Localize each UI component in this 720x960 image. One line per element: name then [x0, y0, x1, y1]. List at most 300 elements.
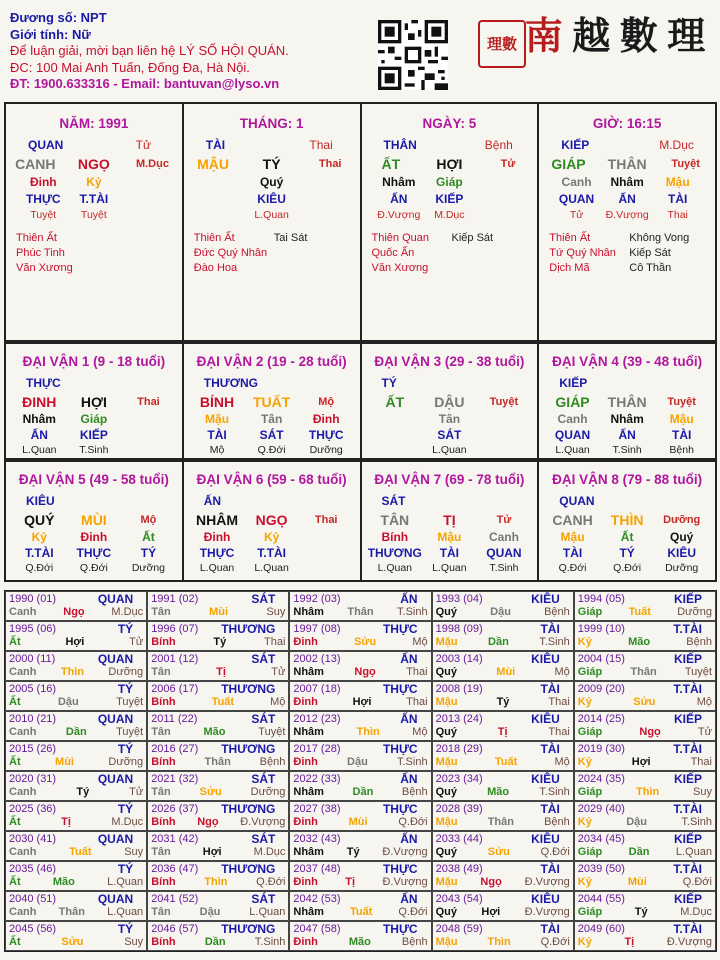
dai-van-2	[184, 344, 362, 458]
year-cell-bottom	[578, 696, 712, 709]
year-cell	[289, 831, 431, 861]
year-chi: Ngọ	[354, 666, 376, 678]
year-cell	[5, 831, 147, 861]
year-label: 1990 (01)	[9, 593, 57, 605]
year-chi: Thân	[630, 666, 657, 678]
dai-van-hidden-h: Ất	[620, 530, 634, 544]
year-star: TÝ	[117, 862, 134, 876]
pillar-hidden-u: Đ.Vượng	[605, 209, 649, 221]
year-cell	[147, 711, 289, 741]
dai-van-can-chi	[362, 512, 538, 528]
year-chi: Ngọ	[197, 816, 219, 828]
year-label: 1995 (06)	[9, 623, 57, 635]
year-label: 1993 (04)	[435, 593, 483, 605]
year-cell-bottom	[578, 786, 712, 799]
year-label: 2000 (11)	[9, 653, 56, 665]
year-cell-bottom	[578, 756, 712, 769]
year-chi: Sửu	[633, 696, 656, 708]
year-state: Tử	[271, 666, 286, 678]
year-cell-top	[436, 863, 570, 876]
dai-van-chi: NGỌ	[255, 512, 288, 528]
pillar-star: QUAN	[28, 138, 64, 152]
dai-van-can: NHÂM	[196, 512, 239, 528]
year-cell-top	[436, 713, 570, 726]
year-chi: Dậu	[199, 906, 221, 918]
year-cell	[574, 801, 716, 831]
dai-van-1	[6, 344, 184, 458]
year-cell-bottom	[151, 666, 285, 679]
dai-van-hidden-t: QUAN	[486, 546, 522, 560]
year-state: Bệnh	[259, 756, 286, 768]
year-cell-top	[9, 773, 143, 786]
year-star: ẤN	[400, 892, 418, 906]
year-star: KIÊU	[531, 772, 560, 786]
year-can: Ất	[9, 876, 21, 888]
dai-van-row-1	[4, 342, 717, 460]
year-state: L.Quan	[107, 876, 144, 888]
year-cell-bottom	[293, 726, 427, 739]
year-chi: Tị	[624, 936, 635, 948]
year-star: SÁT	[251, 772, 276, 786]
year-chi: Thân	[204, 756, 231, 768]
dai-van-hidden-t: ẤN	[30, 428, 48, 442]
year-cell-bottom	[293, 846, 427, 859]
dai-van-hidden-u: Dưỡng	[309, 444, 343, 456]
dai-van-can: BÍNH	[199, 394, 235, 410]
pillar-hidden-u: M.Dục	[434, 209, 465, 221]
year-cell-top	[578, 623, 712, 636]
year-chi: Dần	[352, 786, 374, 798]
year-can: Canh	[9, 786, 37, 798]
year-star: KIẾP	[673, 592, 702, 606]
pillar-hidden-t: ẤN	[618, 192, 636, 206]
year-cell-bottom	[578, 666, 712, 679]
year-star: THỰC	[382, 682, 418, 696]
year-chi: Thân	[487, 816, 514, 828]
year-chi: Mùi	[496, 666, 516, 678]
year-chi: Mùi	[209, 606, 229, 618]
year-can: Kỷ	[577, 936, 592, 948]
year-state: Thai	[263, 636, 286, 648]
year-label: 1996 (07)	[151, 623, 199, 635]
year-cell-bottom	[151, 726, 285, 739]
year-can: Tân	[151, 726, 171, 738]
year-chi: Thân	[347, 606, 374, 618]
year-chi: Dần	[65, 726, 87, 738]
dai-van-chi-state: Tử	[496, 514, 512, 526]
year-can: Quý	[435, 726, 457, 738]
year-cell-top	[151, 773, 285, 786]
year-cell	[574, 621, 716, 651]
year-chi: Tuất	[349, 906, 373, 918]
dai-van-hidden-t: SÁT	[259, 428, 284, 442]
pillar-hidden-t: TÀI	[668, 192, 688, 206]
year-cell-top	[578, 593, 712, 606]
year-cell	[432, 651, 574, 681]
year-cell-top	[436, 743, 570, 756]
sao-line	[16, 261, 182, 276]
year-state: Q.Đới	[398, 906, 428, 918]
year-cell-top	[9, 743, 143, 756]
year-cell-top	[9, 923, 143, 936]
pillar-chi-state: Thai	[318, 158, 342, 170]
dai-van-star: THỰC	[26, 376, 61, 390]
sao-left: Văn Xương	[16, 262, 73, 274]
year-state: Mộ	[270, 696, 286, 708]
year-state: Mộ	[554, 666, 570, 678]
year-chi: Mùi	[627, 876, 647, 888]
dai-van-title: ĐẠI VẬN 7 (69 - 78 tuổi)	[374, 472, 525, 487]
year-star: T.TÀI	[673, 802, 702, 816]
year-label: 2020 (31)	[9, 773, 57, 785]
year-cell-top	[9, 833, 143, 846]
dai-van-hidden-row	[184, 562, 360, 574]
pillar-1	[6, 104, 184, 340]
dai-van-title: ĐẠI VẬN 8 (79 - 88 tuổi)	[552, 472, 703, 487]
dai-van-title: ĐẠI VẬN 6 (59 - 68 tuổi)	[196, 472, 347, 487]
year-star: THỰC	[382, 922, 418, 936]
year-can: Tân	[151, 666, 171, 678]
year-star: TÀI	[540, 802, 560, 816]
year-cell-top	[436, 893, 570, 906]
year-label: 2004 (15)	[577, 653, 625, 665]
year-star: THƯƠNG	[221, 802, 276, 816]
year-label: 2002 (13)	[293, 653, 341, 665]
year-cell	[147, 681, 289, 711]
dai-van-7	[362, 462, 540, 580]
dai-van-hidden-u: L.Quan	[199, 562, 235, 574]
dai-van-hidden-u: L.Quan	[555, 444, 590, 456]
dai-van-hidden-t: TÝ	[619, 546, 635, 560]
dai-van-hidden-row	[6, 546, 182, 560]
dai-van-hidden-row	[184, 412, 360, 426]
pillar-2	[184, 104, 362, 340]
dai-van-hidden-row	[362, 546, 538, 560]
year-chi: Thìn	[204, 876, 228, 888]
pillar-hidden-t: ẤN	[390, 192, 408, 206]
dai-van-hidden-h: Mậu	[669, 412, 694, 426]
year-state: Tử	[697, 726, 712, 738]
dai-van-chi: HỢI	[80, 394, 107, 410]
year-state: L.Quan	[107, 906, 144, 918]
year-cell-top	[9, 653, 143, 666]
year-cell-bottom	[9, 756, 143, 769]
year-cell-bottom	[436, 666, 570, 679]
year-star: TÀI	[540, 742, 560, 756]
dai-van-hidden-h: Nhâm	[22, 412, 56, 426]
dai-van-hidden-h: Tân	[260, 412, 283, 426]
pillar-hidden-t: THỰC	[25, 192, 61, 206]
dai-van-hidden-t: SÁT	[437, 428, 462, 442]
year-chi: Ngọ	[63, 606, 85, 618]
year-cell-top	[151, 713, 285, 726]
dai-van-hidden-t: THỰC	[76, 546, 112, 560]
pillar-hidden-t: T.TÀI	[79, 192, 109, 206]
year-state: Q.Đới	[256, 876, 286, 888]
dai-van-hidden-h: Giáp	[80, 412, 108, 426]
year-cell-bottom	[436, 876, 570, 889]
sao-right: Kiếp Sát	[629, 247, 671, 259]
pillar-sao-list	[6, 231, 182, 276]
year-chi: Thìn	[60, 666, 85, 678]
year-cell-top	[9, 893, 143, 906]
pillar-can: CANH	[15, 156, 56, 172]
brand-char-1: 南	[524, 12, 563, 58]
year-can: Mậu	[435, 936, 458, 948]
year-chi: Dần	[204, 936, 226, 948]
pillar-hidden-row	[6, 192, 182, 206]
pillar-chi: TÝ	[262, 156, 281, 172]
year-label: 2001 (12)	[151, 653, 199, 665]
year-star: T.TÀI	[673, 682, 702, 696]
year-state: Mộ	[696, 696, 712, 708]
year-star: THƯƠNG	[221, 862, 276, 876]
year-cell	[289, 801, 431, 831]
year-cell	[574, 921, 716, 951]
year-star: T.TÀI	[673, 862, 702, 876]
dai-van-5	[6, 462, 184, 580]
year-cell-bottom	[9, 936, 143, 949]
dai-van-hidden-h: Canh	[557, 412, 588, 426]
year-star: THỰC	[382, 802, 418, 816]
pillar-hidden-row	[362, 175, 538, 189]
dai-van-star: THƯƠNG	[203, 376, 258, 390]
dai-van-hidden-u: Dưỡng	[665, 562, 699, 574]
pillar-can-chi-row	[184, 156, 360, 172]
year-cell	[147, 741, 289, 771]
year-state: M.Dục	[111, 606, 144, 618]
pillar-hidden-t: KIÊU	[257, 192, 286, 206]
year-cell-top	[151, 923, 285, 936]
year-star: ẤN	[400, 832, 418, 846]
pillar-can: MẬU	[197, 156, 229, 172]
year-state: Thai	[548, 696, 570, 708]
year-chi: Tị	[345, 876, 356, 888]
year-can: Giáp	[577, 786, 603, 798]
sao-line	[194, 246, 360, 261]
year-label: 2030 (41)	[9, 833, 57, 845]
year-can: Đinh	[293, 756, 318, 768]
year-label: 2006 (17)	[151, 683, 199, 695]
dai-van-hidden-h: Kỷ	[263, 530, 280, 544]
dai-van-hidden-u: L.Quan	[432, 444, 467, 456]
dai-van-hidden-h: Bính	[381, 530, 409, 544]
year-cell-bottom	[436, 816, 570, 829]
year-cell-bottom	[578, 846, 712, 859]
dai-van-can: QUÝ	[24, 512, 55, 528]
year-label: 2042 (53)	[293, 893, 341, 905]
sao-left: Thiên Ất	[193, 232, 235, 244]
year-chi: Hợi	[202, 846, 222, 858]
year-chi: Ngọ	[639, 726, 661, 738]
year-cell-bottom	[436, 906, 570, 919]
year-star: THƯƠNG	[221, 742, 276, 756]
year-chi: Tý	[496, 696, 510, 708]
qr-code-icon[interactable]	[378, 20, 448, 90]
year-cell-bottom	[151, 936, 285, 949]
year-star: THƯƠNG	[221, 622, 276, 636]
year-can: Tân	[151, 906, 171, 918]
year-chi: Tuất	[494, 756, 518, 768]
year-state: T.Sinh	[539, 786, 570, 798]
year-state: L.Quan	[675, 846, 712, 858]
year-star: TÀI	[540, 622, 560, 636]
year-label: 2024 (35)	[577, 773, 625, 785]
year-chi: Mùi	[55, 756, 74, 768]
year-chi: Dần	[488, 636, 509, 648]
year-state: Dưỡng	[677, 606, 712, 618]
dai-van-chi: DẬU	[434, 394, 465, 410]
sao-line	[372, 231, 538, 246]
year-label: 2015 (26)	[9, 743, 57, 755]
year-chi: Mùi	[348, 816, 368, 828]
year-can: Bính	[151, 696, 176, 708]
year-star: KIẾP	[673, 892, 702, 906]
year-state: Tuyệt	[684, 666, 712, 678]
year-can: Giáp	[577, 666, 603, 678]
year-cell	[289, 711, 431, 741]
year-can: Ất	[9, 936, 21, 948]
year-label: 2016 (27)	[151, 743, 199, 755]
year-cell	[289, 651, 431, 681]
year-can: Đinh	[293, 876, 318, 888]
pillar-hidden-u: Tuyệt	[30, 209, 57, 221]
year-chi: Tý	[634, 906, 648, 918]
pillar-hidden-h: Đinh	[29, 175, 57, 189]
year-cell	[147, 861, 289, 891]
year-cell	[147, 771, 289, 801]
dai-van-hidden-h: Nhâm	[610, 412, 644, 426]
year-chi: Sửu	[61, 936, 84, 948]
year-cell-top	[151, 653, 285, 666]
dai-van-hidden-row	[539, 444, 715, 456]
year-cell	[5, 591, 147, 621]
year-star: KIÊU	[531, 832, 560, 846]
year-can: Quý	[435, 666, 457, 678]
dai-van-hidden-t: T.TÀI	[257, 546, 286, 560]
year-cell	[432, 621, 574, 651]
pillar-chi: HỢI	[436, 156, 463, 172]
year-cell	[289, 921, 431, 951]
dai-van-hidden-row	[184, 546, 360, 560]
year-star: T.TÀI	[673, 622, 702, 636]
pillar-sao-list	[539, 231, 715, 276]
year-cell	[432, 831, 574, 861]
pillar-hidden-u: Thai	[667, 209, 688, 221]
year-state: Bệnh	[544, 606, 570, 618]
year-cell	[5, 621, 147, 651]
year-cell-bottom	[578, 876, 712, 889]
year-cell-bottom	[151, 606, 285, 619]
year-cell	[574, 861, 716, 891]
year-can: Mậu	[435, 756, 458, 768]
sao-left: Thiên Ất	[549, 232, 591, 244]
year-can: Giáp	[577, 906, 603, 918]
year-star: TÀI	[540, 682, 560, 696]
year-star: QUAN	[97, 832, 134, 846]
year-cell	[5, 861, 147, 891]
sao-right: Tai Sát	[273, 232, 308, 244]
dai-van-hidden-u: L.Quan	[432, 562, 467, 574]
year-cell	[147, 831, 289, 861]
year-label: 1992 (03)	[293, 593, 341, 605]
year-state: Dưỡng	[250, 786, 286, 798]
year-state: Đ.Vượng	[524, 906, 570, 918]
year-cell-top	[151, 743, 285, 756]
pillar-can-chi-row	[362, 156, 538, 172]
sao-left: Dịch Mã	[549, 262, 590, 274]
pillar-4	[539, 104, 715, 340]
year-star: KIẾP	[673, 652, 702, 666]
year-state: Đ.Vượng	[666, 936, 712, 948]
year-cell-bottom	[9, 696, 143, 709]
sao-line	[372, 261, 538, 276]
year-cell	[5, 891, 147, 921]
year-can: Bính	[151, 756, 176, 768]
pillar-hidden-u: Đ.Vượng	[377, 209, 421, 221]
year-cell-bottom	[9, 816, 143, 829]
pillar-hidden-u: Tử	[569, 209, 584, 221]
pillar-can-chi-row	[539, 156, 715, 172]
year-state: Đ.Vượng	[524, 876, 570, 888]
dai-van-can-chi	[6, 512, 182, 528]
sao-line	[194, 231, 360, 246]
year-cell-top	[9, 683, 143, 696]
year-chi: Dậu	[347, 756, 368, 768]
dai-van-hidden-row	[362, 412, 538, 426]
year-star: KIÊU	[531, 592, 560, 606]
year-state: Đ.Vượng	[240, 816, 286, 828]
dai-van-can-chi	[184, 394, 360, 410]
year-chi: Tị	[497, 726, 508, 738]
pillar-hidden-h: Mậu	[665, 175, 690, 189]
year-cell	[432, 801, 574, 831]
dai-van-hidden-h: Quý	[670, 530, 694, 544]
dai-van-hidden-u: L.Quan	[377, 562, 413, 574]
dai-van-hidden-t: KIẾP	[79, 428, 108, 442]
year-star: QUAN	[97, 772, 134, 786]
year-state: T.Sinh	[254, 936, 286, 948]
pillar-chi: NGỌ	[77, 156, 110, 172]
year-label: 2031 (42)	[151, 833, 199, 845]
pillar-star-row	[539, 138, 715, 152]
year-cell-top	[9, 593, 143, 606]
year-cell	[574, 651, 716, 681]
pillar-title: NĂM: 1991	[59, 116, 129, 131]
year-state: Suy	[266, 606, 286, 618]
dai-van-hidden-row	[184, 530, 360, 544]
year-cell-bottom	[436, 606, 570, 619]
year-cell-top	[578, 683, 712, 696]
year-cell-bottom	[293, 786, 427, 799]
pillar-title: NGÀY: 5	[422, 116, 477, 131]
dai-van-hidden-row	[184, 444, 360, 456]
year-cell-bottom	[151, 816, 285, 829]
year-cell	[432, 891, 574, 921]
dai-van-hidden-h: Đinh	[312, 412, 340, 426]
year-cell-top	[9, 623, 143, 636]
address: ĐC: 100 Mai Anh Tuấn, Đống Đa, Hà Nội.	[10, 59, 250, 75]
dai-van-chi: TỊ	[443, 512, 456, 528]
year-cell	[5, 711, 147, 741]
year-can: Đinh	[293, 636, 318, 648]
year-cell	[5, 651, 147, 681]
pillar-hidden-h: Nhâm	[382, 175, 416, 189]
year-star: KIÊU	[531, 652, 560, 666]
year-cell	[432, 741, 574, 771]
year-star: KIẾP	[673, 832, 702, 846]
dai-van-chi-state: Dưỡng	[663, 514, 701, 526]
